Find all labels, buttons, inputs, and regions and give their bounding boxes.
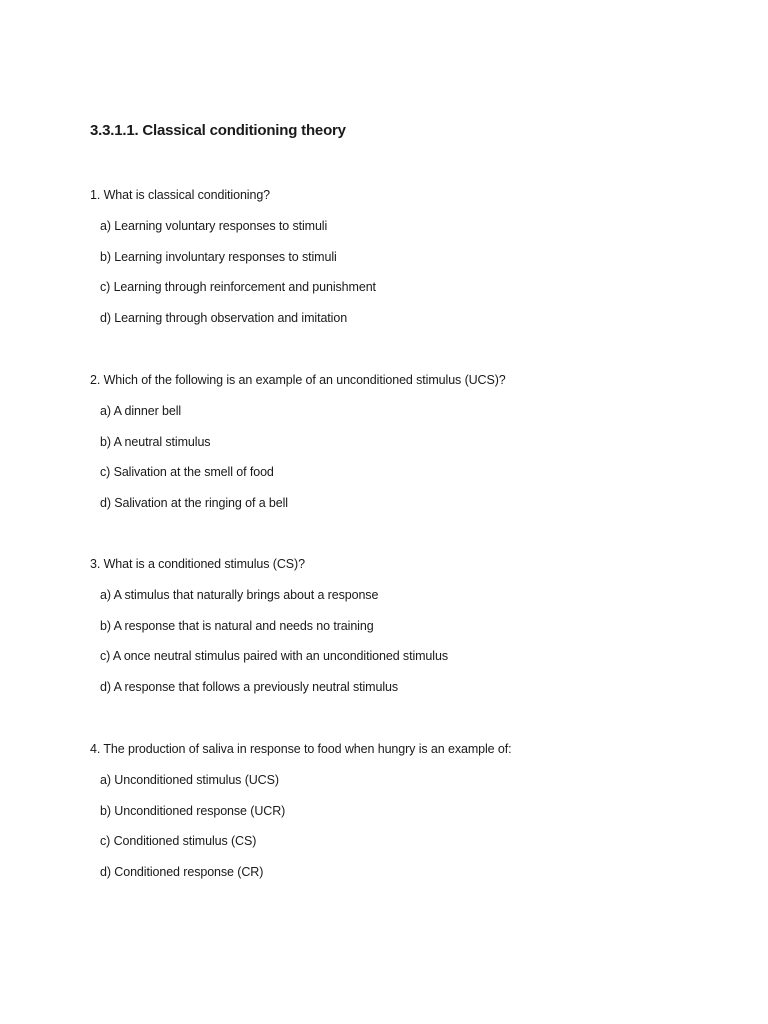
question-text: 2. Which of the following is an example of an unconditioned stimulus (UCS)? bbox=[90, 373, 506, 387]
section-heading: 3.3.1.1. Classical conditioning theory bbox=[90, 122, 346, 139]
question-text: 1. What is classical conditioning? bbox=[90, 188, 271, 202]
answer-option-b: b) Unconditioned response (UCR) bbox=[100, 803, 286, 818]
question-4 bbox=[90, 740, 730, 881]
answer-option-b: b) A response that is natural and needs no training bbox=[100, 618, 374, 633]
answer-option-b: b) Learning involuntary responses to stimuli bbox=[100, 249, 337, 264]
answer-option-d: d) Learning through observation and imitation bbox=[100, 311, 348, 326]
answer-option-a: a) Learning voluntary responses to stimuli bbox=[100, 218, 328, 233]
answer-option-d: d) Conditioned response (CR) bbox=[100, 865, 264, 880]
answer-option-a: a) A dinner bell bbox=[100, 403, 182, 418]
answer-option-b: b) A neutral stimulus bbox=[100, 434, 211, 449]
answer-option-c: c) A once neutral stimulus paired with an unconditioned stimulus bbox=[100, 649, 448, 664]
question-1 bbox=[90, 186, 730, 327]
question-text: 4. The production of saliva in response to food when hungry is an example of: bbox=[90, 742, 512, 756]
question-2 bbox=[90, 371, 730, 512]
question-text: 3. What is a conditioned stimulus (CS)? bbox=[90, 557, 305, 571]
answer-option-d: d) Salivation at the ringing of a bell bbox=[100, 496, 288, 511]
answer-option-a: a) A stimulus that naturally brings about a response bbox=[100, 587, 379, 602]
answer-option-c: c) Salivation at the smell of food bbox=[100, 465, 274, 480]
answer-option-c: c) Conditioned stimulus (CS) bbox=[100, 834, 257, 849]
question-3 bbox=[90, 555, 730, 696]
answer-option-d: d) A response that follows a previously neutral stimulus bbox=[100, 680, 399, 695]
answer-option-a: a) Unconditioned stimulus (UCS) bbox=[100, 772, 279, 787]
answer-option-c: c) Learning through reinforcement and punishment bbox=[100, 280, 376, 295]
